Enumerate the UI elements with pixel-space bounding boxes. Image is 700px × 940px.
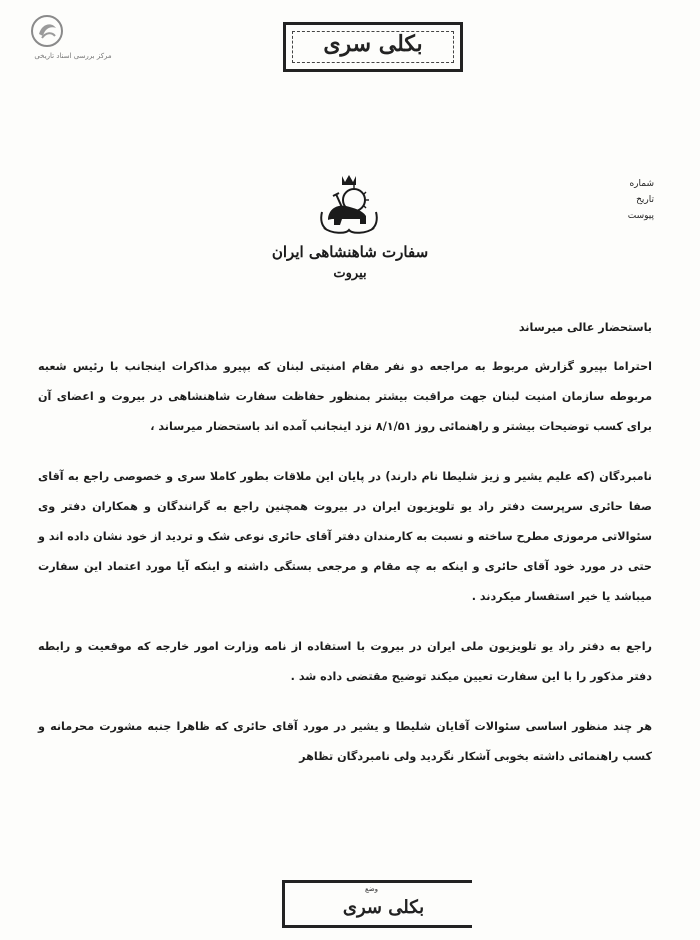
date-label: تاریخ <box>636 195 654 205</box>
archive-watermark-text: مرکز بررسی اسناد تاریخی <box>34 52 112 60</box>
bottom-classification-stamp <box>282 880 472 928</box>
archive-watermark <box>18 14 128 64</box>
letterhead <box>200 240 500 284</box>
salutation: باستحضار عالی میرساند <box>518 321 652 334</box>
bottom-classification-text: بکلی سری <box>342 897 425 918</box>
archive-logo-icon <box>30 14 64 48</box>
embassy-name: سفارت شاهنشاهی ایران <box>271 243 429 261</box>
paragraph-3: راجع به دفتر راد یو تلویزیون ملی ایران در بیروت با استفاده از نامه وزارت امور خارجه که موقعیت و رابطه دفتر مذکور را با این سفارت تعیین میکند توضیح مقتضی داده شد . <box>38 640 652 683</box>
lion-and-sun-emblem-icon <box>316 172 382 238</box>
paragraph-4: هر چند منظور اساسی سئوالات آقایان شلیطا و یشیر در مورد آقای حائری که ظاهرا جنبه مشورت محرمانه و کسب راهنمائی داشته بخوبی آشکار نگردید ولی نامبردگان تظاهر <box>38 720 652 763</box>
top-classification-text: بکلی سری <box>323 31 423 57</box>
letter-body <box>38 318 652 792</box>
paragraph-2: نامبردگان (که علیم یشیر و زیز شلیطا نام دارند) در پایان این ملاقات بطور کاملا سری و خصوصی راجع به آقای صفا حائری سرپرست دفتر راد یو تلویزیون ایران در بیروت همچنین راجع به گرانندگان و همکاران دفتر وی سئوالاتی مرموزی مطرح ساخته و نسبت به کارمندان دفتر آقای حائری نوعی شک و تردید از خود نشان داده اند و حتی در مورد خود آقای حائری و اینکه به چه مقام و مرجعی بستگی داشته و اینکه آیا مورد اعتماد این سفارت میباشد یا خیر استفسار میکردند . <box>38 470 652 603</box>
attachment-label: پیوست <box>627 211 654 221</box>
embassy-city: بیروت <box>333 266 367 281</box>
top-classification-stamp <box>283 22 463 72</box>
bottom-stamp-small-text: وضع <box>365 885 379 893</box>
number-label: شماره <box>629 179 654 189</box>
paragraph-1: احتراما بپیرو گزارش مربوط به مراجعه دو نفر مقام امنیتی لبنان که بپیرو مذاکرات اینجانب با رئیس شعبه مربوطه سازمان امنیت لبنان جهت مراقبت بیشتر بمنظور حفاظت سفارت شاهنشاهی در بیروت و اعضای آن برای کسب توضیحات بیشتر و راهنمائی روز ۸/۱/۵۱ نزد اینجانب آمده اند باستحضار میرساند ، <box>38 360 652 433</box>
margin-labels <box>620 176 654 224</box>
